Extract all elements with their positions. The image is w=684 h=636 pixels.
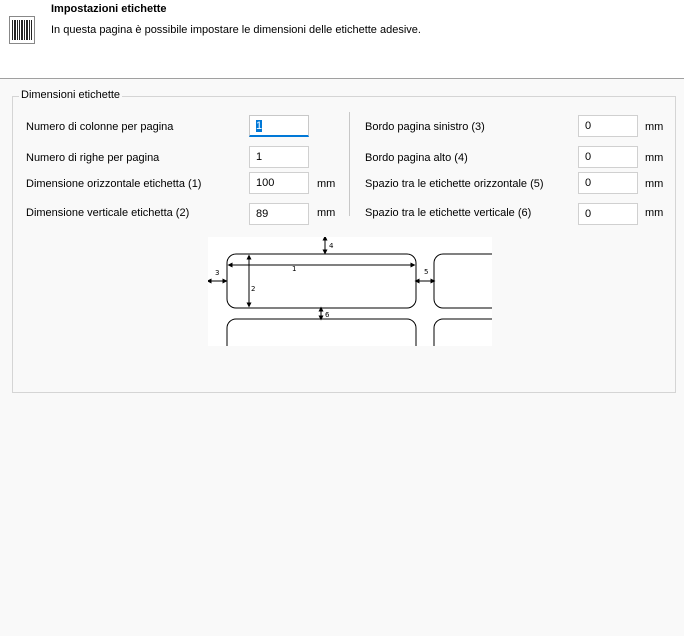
label-shape-bottom-right	[434, 319, 492, 346]
page-title: Impostazioni etichette	[51, 3, 167, 15]
marker-5: 5	[424, 268, 429, 276]
header-divider	[0, 78, 684, 79]
label-shape-right	[434, 254, 492, 308]
rows-per-page-input[interactable]: 1	[249, 146, 309, 168]
top-margin-unit: mm	[645, 152, 664, 164]
left-margin-input[interactable]: 0	[578, 115, 638, 137]
marker-2: 2	[251, 285, 256, 293]
label-height-label: Dimensione verticale etichetta (2)	[26, 207, 190, 219]
label-width-input[interactable]: 100	[249, 172, 309, 194]
left-margin-label: Bordo pagina sinistro (3)	[365, 121, 485, 133]
page-description: In questa pagina è possibile impostare le dimensioni delle etichette adesive.	[51, 24, 421, 36]
column-divider	[349, 112, 350, 216]
vertical-gap-unit: mm	[645, 207, 664, 219]
marker-3: 3	[215, 269, 220, 277]
top-margin-label: Bordo pagina alto (4)	[365, 152, 468, 164]
vertical-gap-label: Spazio tra le etichette verticale (6)	[365, 207, 532, 219]
horizontal-gap-unit: mm	[645, 178, 664, 190]
rows-per-page-label: Numero di righe per pagina	[26, 152, 160, 164]
marker-1: 1	[292, 265, 297, 273]
top-margin-input[interactable]: 0	[578, 146, 638, 168]
label-width-unit: mm	[317, 178, 336, 190]
horizontal-gap-input[interactable]: 0	[578, 172, 638, 194]
wizard-header	[0, 0, 684, 78]
marker-4: 4	[329, 242, 334, 250]
horizontal-gap-label: Spazio tra le etichette orizzontale (5)	[365, 178, 544, 190]
label-layout-diagram	[208, 237, 492, 346]
marker-6: 6	[325, 311, 330, 319]
label-width-label: Dimensione orizzontale etichetta (1)	[26, 178, 202, 190]
group-label: Dimensioni etichette	[21, 89, 121, 101]
label-shape-bottom	[227, 319, 416, 346]
vertical-gap-input[interactable]: 0	[578, 203, 638, 225]
columns-per-page-label: Numero di colonne per pagina	[26, 121, 174, 133]
columns-per-page-input[interactable]: 1	[249, 115, 309, 137]
left-margin-unit: mm	[645, 121, 664, 133]
label-height-unit: mm	[317, 207, 336, 219]
barcode-icon	[9, 16, 35, 44]
label-height-input[interactable]: 89	[249, 203, 309, 225]
label-shape-main	[227, 254, 416, 308]
